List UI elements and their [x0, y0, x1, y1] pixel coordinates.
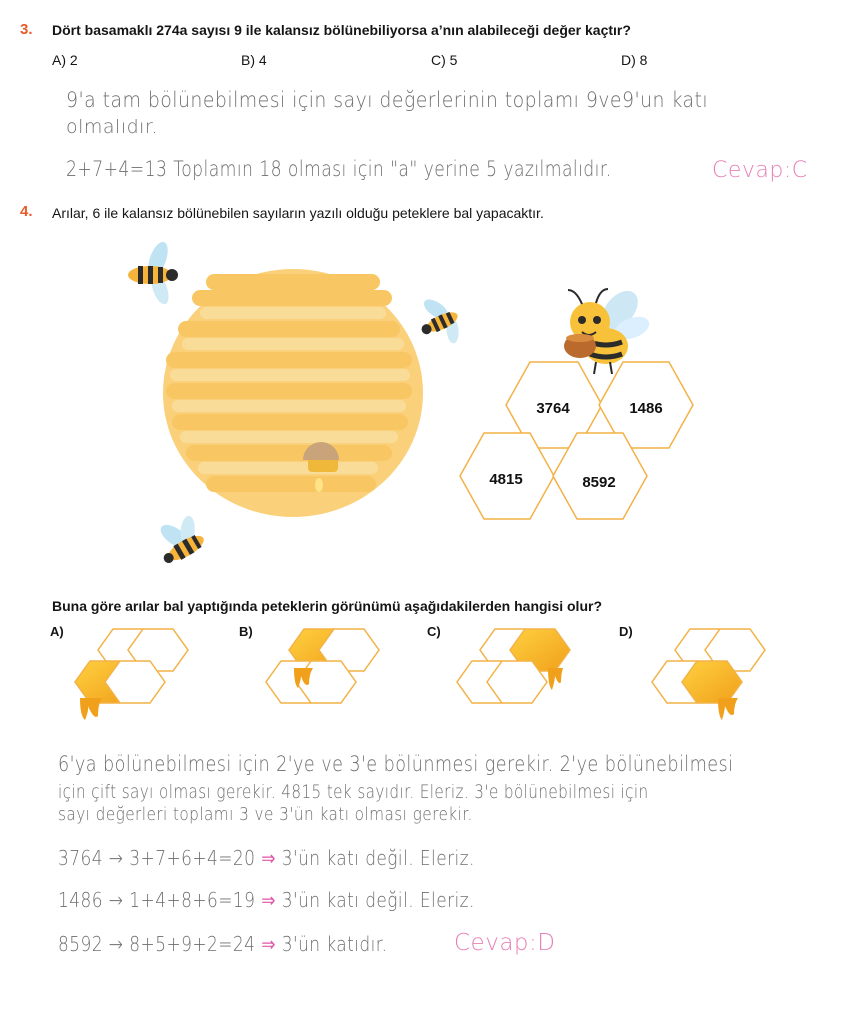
q4-calc-line-8592: [58, 932, 387, 956]
cell-number-3764: 3764: [536, 400, 570, 417]
calc-expression: 1486 → 1+4+8+6=19: [58, 888, 256, 912]
question-3-text: Dört basamaklı 274a sayısı 9 ile kalansız bölünebiliyorsa a’nın alabileceği değer kaçtır?: [52, 22, 631, 38]
beehive-illustration: [0, 230, 851, 580]
bee-icon: [410, 288, 469, 355]
q3-handwritten-answer: Cevap:C: [712, 158, 808, 183]
calc-expression: 8592 → 8+5+9+2=24: [58, 932, 256, 956]
q3-option-d: D) 8: [621, 52, 648, 68]
q3-handwriting-line1: 9'a tam bölünebilmesi için sayı değerlerinin toplamı 9ve9'un katı: [66, 88, 709, 112]
arrow-icon: ⇒: [261, 932, 276, 956]
question-4-subquestion: Buna göre arılar bal yaptığında peteklerin görünümü aşağıdakilerden hangisi olur?: [52, 598, 602, 614]
q4-handwriting-line1: 6'ya bölünebilmesi için 2'ye ve 3'e bölünmesi gerekir. 2'ye bölünebilmesi: [58, 752, 734, 776]
q3-option-b: B) 4: [241, 52, 267, 68]
question-3-number: 3.: [20, 21, 33, 38]
calc-result: 3'ün katıdır.: [281, 932, 388, 956]
option-b-honeycomb: [266, 629, 379, 703]
q4-handwritten-answer: Cevap:D: [454, 930, 556, 956]
q4-handwriting-line2: için çift sayı olması gerekir. 4815 tek sayıdır. Eleriz. 3'e bölünebilmesi için: [58, 781, 649, 803]
q4-option-a-label: A): [50, 624, 64, 639]
q3-handwriting-line2: olmalıdır.: [66, 116, 159, 138]
cell-number-4815: 4815: [489, 471, 523, 488]
arrow-icon: ⇒: [261, 888, 276, 912]
beehive-icon: [163, 269, 423, 517]
q3-option-c: C) 5: [431, 52, 458, 68]
option-honeycombs: [0, 620, 851, 730]
calc-result: 3'ün katı değil. Eleriz.: [281, 888, 475, 912]
q4-option-d-label: D): [619, 624, 633, 639]
q3-handwriting-line3: 2+7+4=13 Toplamın 18 olması için "a" yerine 5 yazılmalıdır.: [66, 157, 612, 181]
q4-option-b-label: B): [239, 624, 253, 639]
option-d-honeycomb: [652, 629, 765, 720]
cell-number-1486: 1486: [629, 400, 663, 417]
q4-calc-line-1486: [58, 888, 475, 912]
cartoon-bee-icon: [564, 284, 652, 374]
question-4-text: Arılar, 6 ile kalansız bölünebilen sayıların yazılı olduğu peteklere bal yapacaktır.: [52, 205, 544, 221]
calc-expression: 3764 → 3+7+6+4=20: [58, 846, 256, 870]
q3-option-a: A) 2: [52, 52, 78, 68]
option-a-honeycomb: [75, 629, 188, 720]
q4-option-c-label: C): [427, 624, 441, 639]
honeycomb: [460, 362, 693, 519]
question-4-number: 4.: [20, 203, 33, 220]
option-c-honeycomb: [457, 629, 570, 703]
q4-handwriting-line3: sayı değerleri toplamı 3 ve 3'ün katı olması gerekir.: [58, 804, 473, 825]
q4-calc-line-3764: [58, 846, 475, 870]
bee-icon: [147, 506, 211, 567]
calc-result: 3'ün katı değil. Eleriz.: [281, 846, 475, 870]
cell-number-8592: 8592: [582, 474, 616, 491]
bee-icon: [128, 239, 178, 306]
arrow-icon: ⇒: [261, 846, 276, 870]
